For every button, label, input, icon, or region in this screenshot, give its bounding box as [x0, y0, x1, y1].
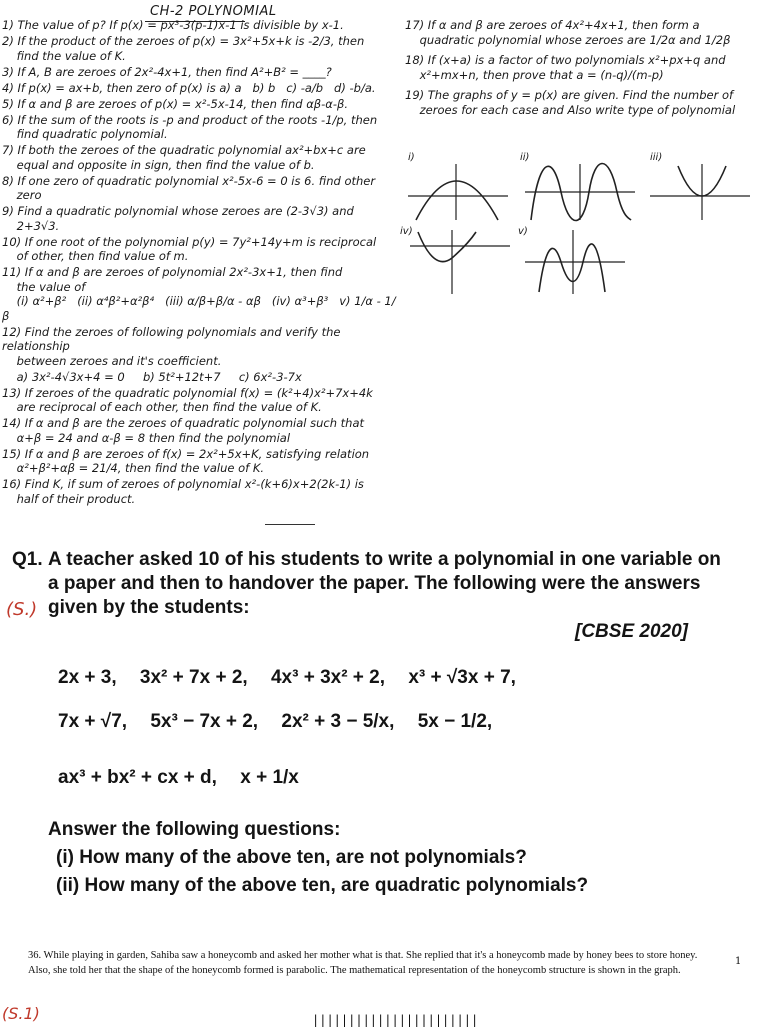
question-8: 8) If one zero of quadratic polynomial x²-5x-6 = 0 is 6. find other zero — [2, 173, 376, 202]
question-17: 17) If α and β are zeroes of 4x²+4x+1, then form a quadratic polynomial whose zeroes are 1/2α and 1/2β — [405, 18, 731, 47]
question-15: 15) If α and β are zeroes of f(x) = 2x²+5x+K, satisfying relation α²+β²+αβ = 21/4, then find the value of K. — [2, 446, 370, 475]
question-19: 19) The graphs of y = p(x) are given. Find the number of zeroes for each case and Also write type of polynomial — [405, 88, 736, 117]
question-1: 1) The value of p? If p(x) = px³-3(p-1)x-1 is divisible by x-1. — [2, 18, 344, 32]
expression: 2x + 3, — [58, 667, 117, 688]
question-12-parts: a) 3x²-4√3x+4 = 0 b) 5t²+12t+7 c) 6x²-3-7x — [2, 369, 302, 384]
graph-label-v: v) — [518, 226, 528, 237]
graph-ii — [525, 162, 635, 222]
bottom-case-study-mark: (S.1) — [2, 1004, 40, 1023]
expression: 2x² + 3 − 5/x, — [281, 711, 395, 732]
answer-heading: Answer the following questions: — [48, 819, 341, 840]
sub-question-1: (i) How many of the above ten, are not polynomials? — [56, 847, 527, 868]
graph-i — [408, 162, 508, 222]
question-9: 9) Find a quadratic polynomial whose zeroes are (2-3√3) and 2+3√3. — [2, 204, 354, 233]
expression: 4x³ + 3x² + 2, — [270, 667, 386, 688]
question-3: 3) If A, B are zeroes of 2x²-4x+1, then find A²+B² = ____? — [2, 64, 332, 79]
question-q1 — [6, 548, 738, 896]
question-intro: A teacher asked 10 of his students to write a polynomial in one variable on a paper and then to handover the paper. The following were the answers given by the students: — [48, 549, 721, 618]
source-tag: [CBSE 2020] — [575, 621, 688, 642]
expression: 3x² + 7x + 2, — [139, 667, 248, 688]
question-5: 5) If α and β are zeroes of p(x) = x²-5x-14, then find αβ-α-β. — [2, 96, 349, 111]
graph-label-i: i) — [408, 152, 415, 163]
expressions-row-1 — [58, 666, 534, 690]
graph-iii — [650, 162, 750, 222]
page-end-line — [265, 524, 315, 525]
graph-label-iii: iii) — [650, 152, 663, 163]
page-title: CH-2 POLYNOMIAL — [150, 4, 277, 19]
expression: ax³ + bx² + cx + d, — [58, 767, 217, 788]
question-16: 16) Find K, if sum of zeroes of polynomial x²-(k+6)x+2(2k-1) is half of their product. — [2, 477, 364, 506]
expression: 5x³ − 7x + 2, — [150, 711, 259, 732]
question-12: 12) Find the zeroes of following polynomials and verify the relationship between zeroes and it's coefficient. — [2, 324, 341, 368]
printed-question-section — [0, 548, 768, 1027]
graph-label-ii: ii) — [520, 152, 530, 163]
honeycomb-graph-top: ||||||||||||||||||||||| — [312, 1013, 479, 1027]
question-number: Q1. — [12, 549, 43, 570]
question-10: 10) If one root of the polynomial p(y) = 7y²+14y+m is reciprocal of other, then find value of m. — [2, 234, 377, 263]
question-2: 2) If the product of the zeroes of p(x) = 3x²+5x+k is -2/3, then find the value of K. — [2, 34, 365, 63]
right-question-column — [405, 18, 760, 123]
question-14: 14) If α and β are the zeroes of quadratic polynomial such that α+β = 24 and α-β = 8 then find the polynomial — [2, 416, 365, 445]
question-7: 7) If both the zeroes of the quadratic polynomial ax²+bx+c are equal and opposite in sign, then find the value of b. — [2, 143, 366, 172]
expression: x³ + √3x + 7, — [408, 667, 516, 688]
question-6: 6) If the sum of the roots is -p and product of the roots -1/p, then find quadratic polynomial. — [2, 112, 378, 141]
case-study-mark: (S.) — [6, 599, 38, 620]
question-36: 36. While playing in garden, Sahiba saw a honeycomb and asked her mother what is that. She replied that it's a honeycomb made by honey bees to store honey. Also, she told her that the shape of the honeycomb formed is parabolic. The mathematical representation of the honeycomb structure is shown in the graph. — [28, 950, 698, 976]
expression: x + 1/x — [240, 767, 299, 788]
question-18: 18) If (x+a) is a factor of two polynomials x²+px+q and x²+mx+n, then prove that a = (n-q)/(m-p) — [405, 53, 726, 82]
graph-v — [525, 228, 625, 296]
sub-question-2: (ii) How many of the above ten, are quadratic polynomials? — [56, 875, 589, 896]
question-11: 11) If α and β are zeroes of polynomial 2x²-3x+1, then find the value of (i) α²+β² (ii) α⁴β²+α²β⁴ (iii) α/β+β/α - αβ (iv) α³+β³ v) 1/α - 1/β — [2, 265, 396, 323]
graph-label-iv: iv) — [400, 226, 413, 237]
left-question-column — [2, 18, 400, 508]
question-4: 4) If p(x) = ax+b, then zero of p(x) is a) a b) b c) -a/b d) -b/a. — [2, 80, 376, 95]
marks-label: 1 — [735, 956, 742, 967]
expressions-row-2 — [58, 710, 510, 734]
expression: 5x − 1/2, — [417, 711, 493, 732]
polynomial-graphs — [400, 150, 760, 300]
question-13: 13) If zeroes of the quadratic polynomial f(x) = (k²+4)x²+7x+4k are reciprocal of each other, then find the value of K. — [2, 385, 373, 414]
expression: 7x + √7, — [58, 711, 128, 732]
expressions-row-3 — [58, 766, 317, 790]
graph-iv — [410, 228, 510, 296]
